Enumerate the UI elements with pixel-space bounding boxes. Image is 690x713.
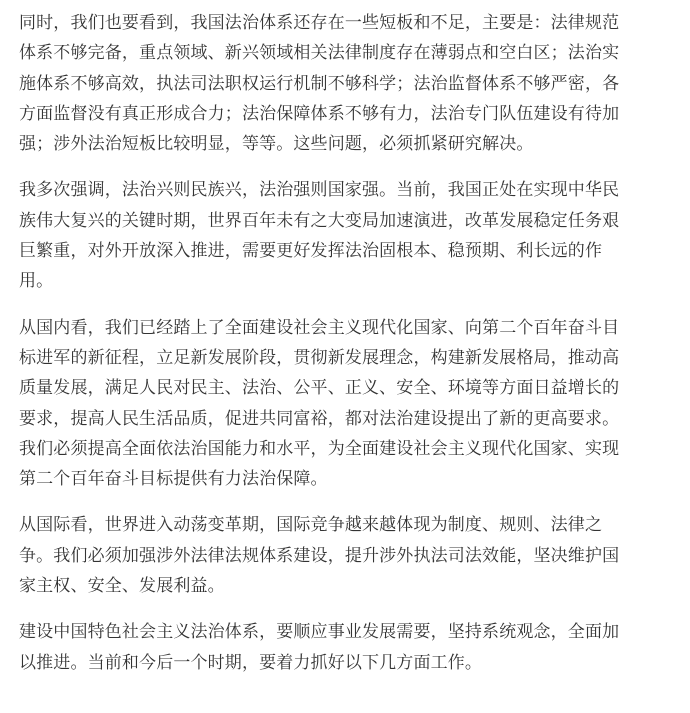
- paragraph-domestic-perspective: 从国内看，我们已经踏上了全面建设社会主义现代化国家、向第二个百年奋斗目 标进军的新征程，立足新发展阶段，贯彻新发展理念，构建新发展格局，推动高 质量发展，满足人民对民主、法治、公平、正义、安全、环境等方面日益增长的 要求，提高人民生活品质，促进共同富裕，都对法治建设提出了新的更高要求。 我们必须提高全面依法治国能力和水平，为全面建设社会主义现代化国家、实现 第二个百年奋斗目标提供有力法治保障。: [19, 317, 620, 490]
- paragraph-shortcomings: 同时，我们也要看到，我国法治体系还存在一些短板和不足，主要是：法律规范 体系不够完备，重点领域、新兴领域相关法律制度存在薄弱点和空白区；法治实 施体系不够高效，执法司法职权运行机制不够科学；法治监督体系不够严密，各 方面监督没有真正形成合力；法治保障体系不够有力，法治专门队伍建设有待加 强；涉外法治短板比较明显，等等。这些问题，必须抓紧研究解决。: [19, 13, 620, 155]
- paragraph-rule-of-law-importance: 我多次强调，法治兴则民族兴，法治强则国家强。当前，我国正处在实现中华民 族伟大复兴的关键时期，世界百年未有之大变局加速演进，改革发展稳定任务艰 巨繁重，对外开放深入推进，需要更好发挥法治固根本、稳预期、利长远的作 用。: [19, 180, 620, 292]
- paragraph-system-building: 建设中国特色社会主义法治体系，要顺应事业发展需要，坚持系统观念，全面加 以推进。当前和今后一个时期，要着力抓好以下几方面工作。: [19, 622, 620, 673]
- paragraph-international-perspective: 从国际看，世界进入动荡变革期，国际竞争越来越体现为制度、规则、法律之 争。我们必须加强涉外法律法规体系建设，提升涉外执法司法效能，坚决维护国 家主权、安全、发展利益。: [19, 515, 620, 597]
